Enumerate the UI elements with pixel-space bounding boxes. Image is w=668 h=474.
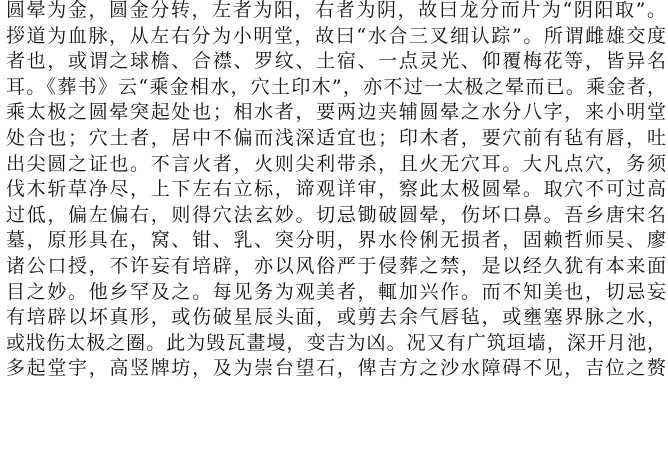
body-text xyxy=(6,0,666,382)
text-line: 耳。《葬书》云“乘金相水，穴土印木”，亦不过一太极之晕而已。乘金者， xyxy=(6,75,666,98)
text-line: 过低，偏左偏右，则得穴法玄妙。切忌锄破圆晕，伤坏口鼻。吾乡唐宋名 xyxy=(6,203,666,226)
text-line: 处合也；穴土者，居中不偏而浅深适宜也；印木者，要穴前有毡有唇，吐 xyxy=(6,126,666,149)
text-line: 伐木斩草净尽，上下左右立标，谛观详审，察此太极圆晕。取穴不可过高 xyxy=(6,178,666,201)
text-line: 出尖圆之证也。不言火者，火则尖利带杀，且火无穴耳。大凡点穴，务须 xyxy=(6,152,666,175)
text-line: 或戕伤太极之圈。此为毁瓦畫墁，变吉为凶。况又有广筑垣墙，深开月池， xyxy=(6,331,666,354)
text-line: 多起堂宇，高竖牌坊，及为崇台望石，俾吉方之沙水障碍不见，吉位之赘 xyxy=(6,357,666,380)
text-line: 墓，原形具在，窝、钳、乳、突分明，界水伶俐无损者，固赖哲师吴、廖 xyxy=(6,229,666,252)
text-line: 圆晕为金，圆金分转，左者为阳，右者为阴，故曰龙分而片为“阴阳取”。 xyxy=(6,0,666,21)
text-line: 有培辟以坏真形，或伤破星辰头面，或剪去余气唇毡，或壅塞界脉之水， xyxy=(6,306,666,329)
text-line: 拶道为血脉，从左右分为小明堂，故曰“水合三叉细认踪”。所谓雌雄交度 xyxy=(6,24,666,47)
text-line: 诸公口授，不许妄有培辟，亦以风俗严于侵葬之禁，是以经久犹有本来面 xyxy=(6,254,666,277)
text-line: 目之妙。他乡罕及之。每见务为观美者，輒加兴作。而不知美也，切忌妄 xyxy=(6,280,666,303)
text-line: 者也，或谓之球檐、合襟、罗纹、土宿、一点灵光、仰覆梅花等，皆异名 xyxy=(6,50,666,73)
text-line: 乘太极之圆晕突起处也；相水者，要两边夹辅圆晕之水分八字，来小明堂 xyxy=(6,101,666,124)
